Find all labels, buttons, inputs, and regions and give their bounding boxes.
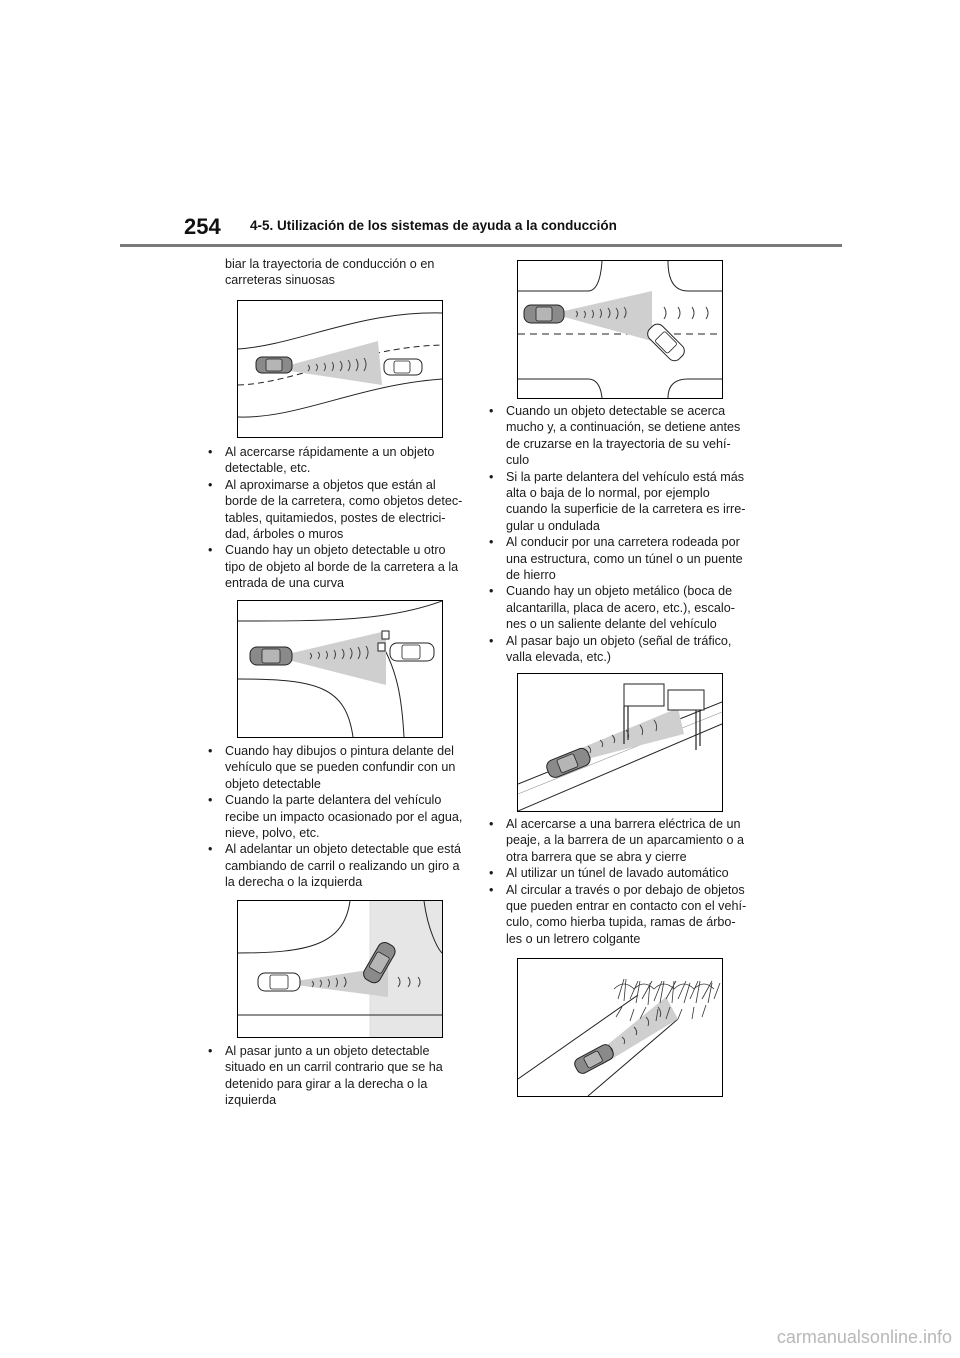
list-line: • Al circular a través o por debajo de objetos bbox=[506, 882, 745, 897]
list-line: • Al utilizar un túnel de lavado automático bbox=[506, 866, 729, 881]
list-line: • Al acercarse a una barrera eléctrica de un bbox=[506, 817, 741, 831]
list-line: que pueden entrar en contacto con el vehí- bbox=[506, 899, 747, 914]
figure-curved-road bbox=[237, 300, 443, 438]
right-list-1 bbox=[489, 403, 769, 666]
list-line: cuando la superficie de la carretera es irre- bbox=[506, 502, 746, 517]
list-item bbox=[489, 633, 769, 666]
list-line: objeto detectable bbox=[225, 776, 321, 791]
list-line: • Cuando un objeto detectable se acerca bbox=[506, 404, 726, 418]
list-line: tables, quitamiedos, postes de electrici- bbox=[225, 510, 446, 525]
list-line: borde de la carretera, como objetos detec- bbox=[225, 494, 463, 509]
list-line: valla elevada, etc.) bbox=[506, 650, 612, 665]
figure-curve-entry bbox=[237, 600, 443, 738]
list-line: culo, como hierba tupida, ramas de árbo- bbox=[506, 915, 736, 930]
list-item bbox=[208, 1043, 478, 1109]
list-line: izquierda bbox=[225, 1093, 277, 1108]
list-line: tipo de objeto al borde de la carretera a la bbox=[225, 559, 459, 574]
list-item bbox=[489, 882, 769, 948]
list-line: nieve, polvo, etc. bbox=[225, 826, 320, 841]
list-line: entrada de una curva bbox=[225, 576, 345, 591]
dense-grass-illustration bbox=[518, 959, 722, 1096]
list-line: mucho y, a continuación, se detiene antes bbox=[506, 420, 741, 435]
list-line: vehículo que se pueden confundir con un bbox=[225, 760, 456, 775]
list-line: peaje, a la barrera de un aparcamiento o a bbox=[506, 833, 745, 848]
list-line: • Al adelantar un objeto detectable que está bbox=[225, 842, 461, 857]
list-line: detectable, etc. bbox=[225, 461, 311, 476]
ego-car bbox=[250, 647, 292, 665]
list-line: • Cuando la parte delantera del vehículo bbox=[225, 793, 442, 808]
ego-car bbox=[524, 305, 564, 323]
list-item bbox=[489, 583, 769, 632]
overhead-sign-illustration bbox=[518, 674, 722, 811]
crossing-car bbox=[645, 321, 687, 363]
header-rule bbox=[120, 244, 842, 247]
target-car bbox=[384, 359, 422, 375]
list-item bbox=[489, 865, 769, 881]
list-item bbox=[208, 477, 478, 543]
list-line: de hierro bbox=[506, 568, 556, 583]
list-line: la derecha o la izquierda bbox=[225, 875, 363, 890]
page-number: 254 bbox=[184, 214, 221, 239]
list-line: dad, árboles o muros bbox=[225, 527, 344, 542]
section-title: 4-5. Utilización de los sistemas de ayuda a la conducción bbox=[250, 218, 617, 233]
list-line: nes o un saliente delante del vehículo bbox=[506, 617, 717, 632]
list-line: alta o baja de lo normal, por ejemplo bbox=[506, 486, 710, 501]
list-line: recibe un impacto ocasionado por el agua, bbox=[225, 809, 463, 824]
list-line: • Al conducir por una carretera rodeada por bbox=[506, 535, 740, 550]
intro-line: carreteras sinuosas bbox=[225, 273, 335, 288]
list-line: alcantarilla, placa de acero, etc.), escalo- bbox=[506, 600, 735, 615]
list-line: les o un letrero colgante bbox=[506, 931, 641, 946]
list-line: detenido para girar a la derecha o la bbox=[225, 1076, 428, 1091]
list-line: • Si la parte delantera del vehículo está más bbox=[506, 469, 745, 484]
turning-car-illustration bbox=[238, 901, 442, 1037]
list-item bbox=[489, 469, 769, 535]
curved-road-illustration bbox=[238, 301, 442, 437]
target-car bbox=[390, 643, 434, 661]
ego-car bbox=[256, 357, 292, 373]
list-item bbox=[208, 841, 478, 890]
watermark: carmanualsonline.info bbox=[776, 1327, 952, 1347]
ego-car bbox=[573, 1043, 616, 1076]
list-line: situado en un carril contrario que se ha bbox=[225, 1060, 443, 1075]
left-list-1 bbox=[208, 444, 478, 592]
list-line: • Al pasar junto a un objeto detectable bbox=[225, 1044, 430, 1058]
figure-turning-car bbox=[237, 900, 443, 1038]
ego-car bbox=[258, 973, 300, 991]
list-line: • Al aproximarse a objetos que están al bbox=[225, 477, 436, 492]
crossing-car-illustration bbox=[518, 261, 722, 398]
figure-dense-grass bbox=[517, 958, 723, 1097]
list-line: de cruzarse en la trayectoria de su vehí- bbox=[506, 436, 731, 451]
list-line: otra barrera que se abra y cierre bbox=[506, 849, 687, 864]
intro-text bbox=[225, 256, 475, 289]
list-line: • Al acercarse rápidamente a un objeto bbox=[225, 445, 435, 459]
list-item bbox=[489, 403, 769, 469]
list-item bbox=[208, 444, 478, 477]
list-line: • Cuando hay un objeto metálico (boca de bbox=[506, 584, 733, 599]
list-item bbox=[208, 542, 478, 591]
list-line: gular u ondulada bbox=[506, 518, 600, 533]
list-line: cambiando de carril o realizando un giro a bbox=[225, 858, 460, 873]
list-line: • Al pasar bajo un objeto (señal de tráfico, bbox=[506, 633, 732, 648]
list-line: culo bbox=[506, 453, 530, 468]
list-item bbox=[208, 743, 478, 792]
list-item bbox=[489, 816, 769, 865]
curve-entry-illustration bbox=[238, 601, 442, 737]
list-item bbox=[489, 534, 769, 583]
list-line: • Cuando hay un objeto detectable u otro bbox=[225, 543, 446, 558]
figure-crossing-car bbox=[517, 260, 723, 399]
list-line: una estructura, como un túnel o un puente bbox=[506, 551, 743, 566]
intro-line: biar la trayectoria de conducción o en bbox=[225, 257, 435, 271]
figure-overhead-sign bbox=[517, 673, 723, 812]
left-list-2 bbox=[208, 743, 478, 891]
ego-car bbox=[545, 746, 593, 779]
list-line: • Cuando hay dibujos o pintura delante del bbox=[225, 744, 454, 758]
right-list-2 bbox=[489, 816, 769, 947]
left-list-3 bbox=[208, 1043, 478, 1109]
list-item bbox=[208, 792, 478, 841]
